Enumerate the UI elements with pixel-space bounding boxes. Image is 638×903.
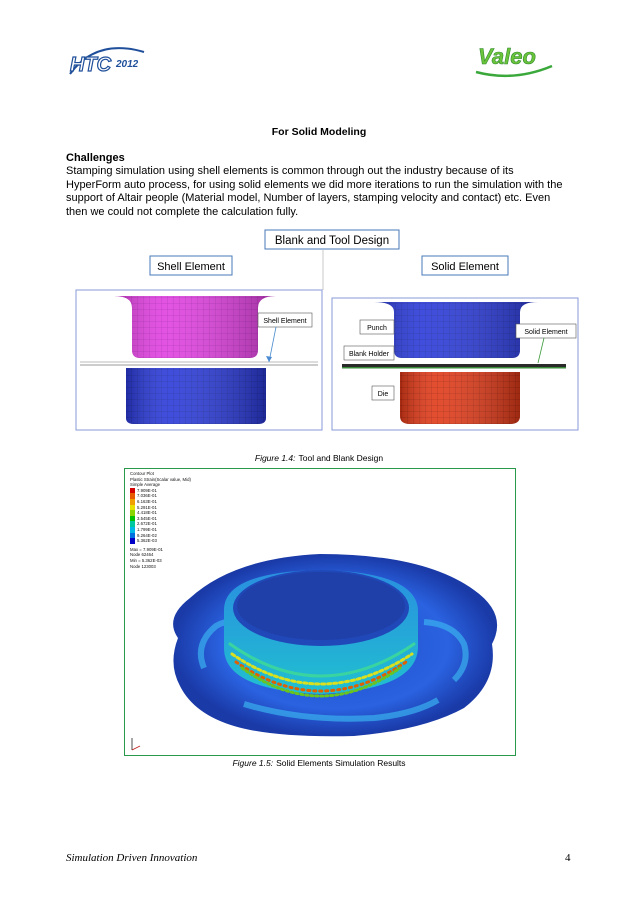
legend-value: 3.545E-01 [137, 515, 157, 521]
shell-element-callout: Shell Element [263, 318, 307, 325]
page-heading: For Solid Modeling [271, 126, 367, 138]
figure2-caption-number: Figure 1.5: [232, 758, 274, 768]
htc-logo-year: 2012 [116, 59, 139, 70]
legend-title-1: Contour Plot [130, 471, 154, 476]
legend-title-3: Simple Average [130, 482, 161, 488]
legend-stat-min: Min = 5.362E-03 [130, 557, 162, 563]
section-paragraph: Stamping simulation using shell elements is common through out the industry because of its HyperForm auto process, for using solid elements we did more iterations to run the simulation with the support of Altair people (Material model, Number of layers, stamping velocity and contact) etc. Even then we could not complete the calculation fully. [66, 165, 563, 218]
footer-title: Simulation Driven Innovation [66, 852, 198, 864]
legend-value: 6.163E-01 [137, 498, 157, 504]
blank-holder-label: Blank Holder [348, 351, 390, 358]
legend-value: 4.418E-01 [137, 510, 157, 516]
legend-swatch [130, 538, 135, 544]
tool-blank-design-figure [66, 226, 580, 436]
solid-element-callout: Solid Element [524, 329, 568, 336]
shell-element-panel [76, 290, 322, 430]
legend-value: 1.799E-01 [137, 526, 157, 532]
legend-value: 7.036E-01 [137, 493, 157, 499]
legend-stat-min-node: Node 123003 [130, 563, 156, 569]
figure1-caption-text: Tool and Blank Design [298, 453, 384, 463]
figure2-caption-text: Solid Elements Simulation Results [276, 758, 406, 768]
legend-value: 2.672E-01 [137, 521, 157, 527]
shell-element-title: Shell Element [157, 261, 225, 273]
htc-2012-logo [66, 44, 148, 78]
die-label: Die [377, 391, 389, 398]
legend-stat-max: Max = 7.909E-01 [130, 546, 163, 552]
punch-label: Punch [367, 325, 387, 332]
figure1-caption [0, 453, 638, 463]
figure2-caption [0, 758, 638, 768]
legend-value: 5.291E-01 [137, 504, 157, 510]
legend-stat-max-node: Node 62464 [130, 552, 154, 558]
section-title: Challenges [66, 152, 125, 164]
legend-value: 9.264E-02 [137, 532, 157, 538]
valeo-logo-text: Valeo [478, 44, 536, 69]
legend-title-2: Plastic Strain(Scalar value, Mid) [130, 476, 191, 482]
solid-element-panel [332, 298, 578, 430]
page-number: 4 [565, 852, 571, 864]
htc-logo-text: HTC [70, 54, 112, 76]
contour-legend [130, 471, 196, 569]
solid-element-title: Solid Element [431, 261, 499, 273]
legend-value: 5.362E-03 [137, 538, 157, 544]
figure1-title: Blank and Tool Design [274, 235, 390, 247]
figure1-caption-number: Figure 1.4: [254, 453, 296, 463]
legend-value: 7.909E-01 [137, 487, 157, 493]
valeo-logo [474, 38, 554, 78]
